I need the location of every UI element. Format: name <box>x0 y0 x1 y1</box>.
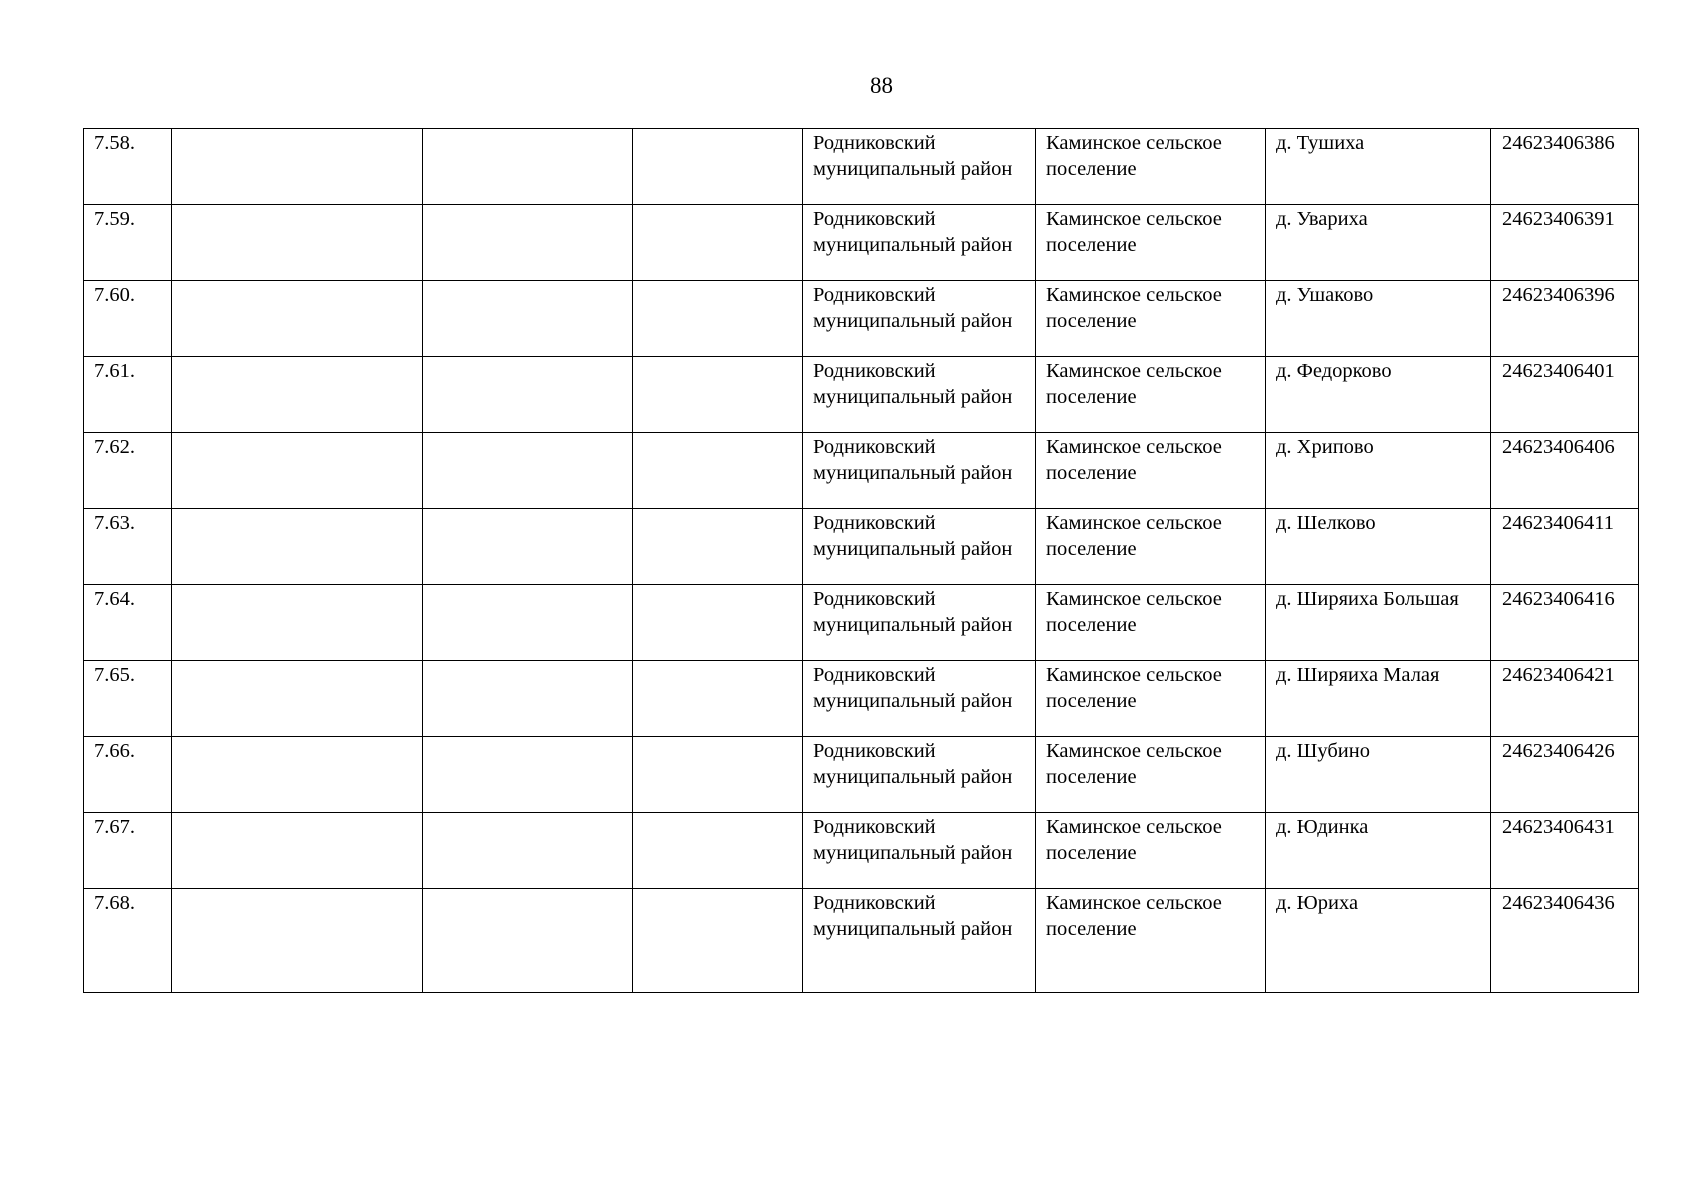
empty-cell <box>172 889 423 993</box>
code-cell: 24623406431 <box>1491 813 1639 889</box>
row-number-cell: 7.60. <box>84 281 172 357</box>
locality-cell: д. Федорково <box>1266 357 1491 433</box>
code-cell: 24623406436 <box>1491 889 1639 993</box>
settlement-cell: Каминское сельское поселение <box>1036 661 1266 737</box>
row-number-cell: 7.61. <box>84 357 172 433</box>
empty-cell <box>423 509 633 585</box>
locality-cell: д. Шелково <box>1266 509 1491 585</box>
locality-cell: д. Ширяиха Большая <box>1266 585 1491 661</box>
district-cell: Родниковский муниципальный район <box>803 129 1036 205</box>
district-cell: Родниковский муниципальный район <box>803 357 1036 433</box>
empty-cell <box>172 585 423 661</box>
empty-cell <box>423 889 633 993</box>
settlement-cell: Каминское сельское поселение <box>1036 357 1266 433</box>
district-cell: Родниковский муниципальный район <box>803 281 1036 357</box>
code-cell: 24623406421 <box>1491 661 1639 737</box>
empty-cell <box>172 661 423 737</box>
district-cell: Родниковский муниципальный район <box>803 889 1036 993</box>
settlement-cell: Каминское сельское поселение <box>1036 737 1266 813</box>
settlement-cell: Каминское сельское поселение <box>1036 889 1266 993</box>
locality-cell: д. Юриха <box>1266 889 1491 993</box>
row-number-cell: 7.66. <box>84 737 172 813</box>
table-row <box>84 129 1639 205</box>
table-row <box>84 813 1639 889</box>
locality-cell: д. Юдинка <box>1266 813 1491 889</box>
empty-cell <box>633 585 803 661</box>
settlement-cell: Каминское сельское поселение <box>1036 129 1266 205</box>
table-row <box>84 889 1639 993</box>
code-cell: 24623406416 <box>1491 585 1639 661</box>
empty-cell <box>633 433 803 509</box>
empty-cell <box>172 433 423 509</box>
district-cell: Родниковский муниципальный район <box>803 737 1036 813</box>
district-cell: Родниковский муниципальный район <box>803 433 1036 509</box>
locality-cell: д. Тушиха <box>1266 129 1491 205</box>
row-number-cell: 7.63. <box>84 509 172 585</box>
row-number-cell: 7.64. <box>84 585 172 661</box>
empty-cell <box>172 737 423 813</box>
locality-cell: д. Хрипово <box>1266 433 1491 509</box>
empty-cell <box>172 129 423 205</box>
empty-cell <box>633 129 803 205</box>
code-cell: 24623406411 <box>1491 509 1639 585</box>
empty-cell <box>633 509 803 585</box>
settlement-cell: Каминское сельское поселение <box>1036 205 1266 281</box>
row-number-cell: 7.58. <box>84 129 172 205</box>
table-row <box>84 661 1639 737</box>
empty-cell <box>172 357 423 433</box>
empty-cell <box>633 661 803 737</box>
table-row <box>84 205 1639 281</box>
row-number-cell: 7.62. <box>84 433 172 509</box>
empty-cell <box>633 737 803 813</box>
table-row <box>84 737 1639 813</box>
district-cell: Родниковский муниципальный район <box>803 813 1036 889</box>
code-cell: 24623406406 <box>1491 433 1639 509</box>
row-number-cell: 7.65. <box>84 661 172 737</box>
empty-cell <box>633 889 803 993</box>
settlements-table <box>83 128 1639 993</box>
settlement-cell: Каминское сельское поселение <box>1036 509 1266 585</box>
settlement-cell: Каминское сельское поселение <box>1036 813 1266 889</box>
code-cell: 24623406391 <box>1491 205 1639 281</box>
empty-cell <box>172 813 423 889</box>
empty-cell <box>423 737 633 813</box>
empty-cell <box>172 281 423 357</box>
row-number-cell: 7.68. <box>84 889 172 993</box>
empty-cell <box>633 205 803 281</box>
empty-cell <box>633 357 803 433</box>
locality-cell: д. Увариха <box>1266 205 1491 281</box>
empty-cell <box>423 281 633 357</box>
settlement-cell: Каминское сельское поселение <box>1036 281 1266 357</box>
settlement-cell: Каминское сельское поселение <box>1036 433 1266 509</box>
empty-cell <box>423 433 633 509</box>
empty-cell <box>423 357 633 433</box>
page-number: 88 <box>870 73 893 98</box>
locality-cell: д. Шубино <box>1266 737 1491 813</box>
code-cell: 24623406426 <box>1491 737 1639 813</box>
table-row <box>84 509 1639 585</box>
code-cell: 24623406396 <box>1491 281 1639 357</box>
row-number-cell: 7.59. <box>84 205 172 281</box>
empty-cell <box>633 281 803 357</box>
locality-cell: д. Ширяиха Малая <box>1266 661 1491 737</box>
empty-cell <box>423 661 633 737</box>
empty-cell <box>633 813 803 889</box>
settlement-cell: Каминское сельское поселение <box>1036 585 1266 661</box>
empty-cell <box>172 205 423 281</box>
table-body <box>84 129 1639 993</box>
empty-cell <box>423 585 633 661</box>
row-number-cell: 7.67. <box>84 813 172 889</box>
district-cell: Родниковский муниципальный район <box>803 509 1036 585</box>
table-row <box>84 585 1639 661</box>
table-row <box>84 433 1639 509</box>
district-cell: Родниковский муниципальный район <box>803 661 1036 737</box>
code-cell: 24623406386 <box>1491 129 1639 205</box>
empty-cell <box>423 813 633 889</box>
table-row <box>84 357 1639 433</box>
empty-cell <box>423 129 633 205</box>
code-cell: 24623406401 <box>1491 357 1639 433</box>
empty-cell <box>172 509 423 585</box>
district-cell: Родниковский муниципальный район <box>803 205 1036 281</box>
empty-cell <box>423 205 633 281</box>
table-row <box>84 281 1639 357</box>
locality-cell: д. Ушаково <box>1266 281 1491 357</box>
district-cell: Родниковский муниципальный район <box>803 585 1036 661</box>
